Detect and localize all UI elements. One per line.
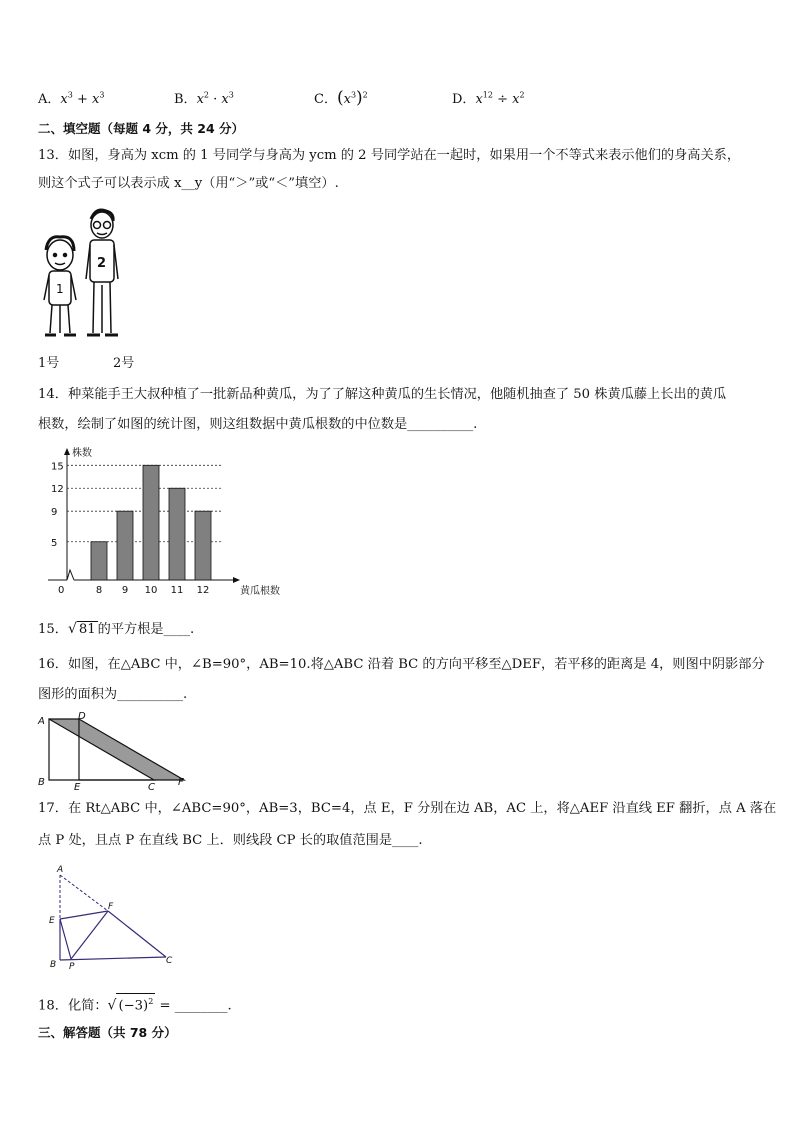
label-f: F [108,902,114,912]
student-2-drawing [86,210,118,335]
segment-ep [60,919,71,959]
q16-translation-figure [36,710,196,790]
bar-9 [117,511,133,580]
bar-10 [143,465,159,580]
label-b: B [38,777,45,788]
label-e: E [74,782,81,790]
q14-bar-chart [40,440,300,600]
label-a: A [57,865,64,875]
q13-text-line2: 则这个式子可以表示成 x__y（用“＞”或“＜”填空）. [38,176,339,191]
triangle-def [79,719,184,780]
bar-12 [195,511,211,580]
x-axis-break [67,570,74,580]
segment-fc [108,911,166,957]
x-axis-title: 黄瓜根数 [240,586,280,597]
option-d: D．$x^{12} \div x^2$ [452,90,525,107]
x-tick-label: 10 [144,585,158,596]
q17-text-line1: 17．在 Rt△ABC 中，∠ABC=90°，AB=3，BC=4，点 E，F 分别在边 AB，AC 上，将△AEF 沿直线 EF 翻折，点 A 落在 [38,801,777,816]
q16-text-line2: 图形的面积为__________. [38,687,188,702]
label-p: P [69,962,75,972]
option-b: B．$x^2 \cdot x^3$ [174,90,234,107]
segment-bc [60,957,166,960]
label-b: B [50,960,57,970]
label-c: C [166,956,173,966]
student-2-label: 2号 [113,356,135,371]
q18-text: 18．化简：√ $(-3)^2$ = ________. [38,993,232,1015]
y-axis-title: 株数 [72,448,92,459]
x-tick-label: 12 [196,585,210,596]
student-1-drawing [44,237,76,335]
y-tick-label: 12 [51,484,64,496]
y-axis-arrow [64,448,70,455]
section-heading-fill-in: 二、填空题（每题 4 分，共 24 分） [38,121,245,136]
y-tick-label: 9 [51,507,58,519]
segment-af-dashed [60,875,108,911]
triangle-abc [49,719,154,780]
label-c: C [148,782,155,790]
x-tick-label: 9 [121,585,129,596]
label-d: D [78,711,86,722]
svg-text:1: 1 [56,282,64,296]
bar-8 [91,542,107,580]
y-tick-label: 5 [51,537,58,549]
option-a: A．$x^3 + x^3$ [38,90,105,107]
svg-text:2: 2 [97,256,107,271]
x-tick-label: 11 [170,585,184,596]
bar-11 [169,488,185,580]
segment-ef [60,911,108,919]
section-heading-answers: 三、解答题（共 78 分） [38,1025,177,1040]
q17-text-line2: 点 P 处，且点 P 在直线 BC 上．则线段 CP 长的取值范围是____. [38,833,423,848]
y-tick-label: 15 [51,461,64,473]
x-tick-label: 8 [95,585,103,596]
segment-fp [71,911,108,959]
q14-text-line2: 根数，绘制了如图的统计图，则这组数据中黄瓜根数的中位数是__________. [38,417,478,432]
q16-text-line1: 16．如图，在△ABC 中，∠B=90°，AB=10.将△ABC 沿着 BC 的方向平移至△DEF，若平移的距离是 4，则图中阴影部分 [38,657,765,672]
student-1-label: 1号 [38,356,60,371]
q13-students-figure [36,205,126,345]
option-c: C．$(x^3)^2$ [314,88,368,108]
q15-text: 15．√ 81 的平方根是____. [38,621,195,637]
origin-label: 0 [58,585,65,596]
label-e: E [49,916,55,926]
shaded-region [49,719,184,780]
q14-text-line1: 14．种菜能手王大叔种植了一批新品种黄瓜，为了了解这种黄瓜的生长情况，他随机抽查了 50 株黄瓜藤上长出的黄瓜 [38,387,727,402]
q13-text-line1: 13．如图，身高为 xcm 的 1 号同学与身高为 ycm 的 2 号同学站在一起时，如果用一个不等式来表示他们的身高关系， [38,148,741,163]
label-a: A [38,716,45,727]
x-axis-arrow [233,577,240,583]
label-f: F [178,777,184,788]
q17-fold-figure [40,862,180,972]
